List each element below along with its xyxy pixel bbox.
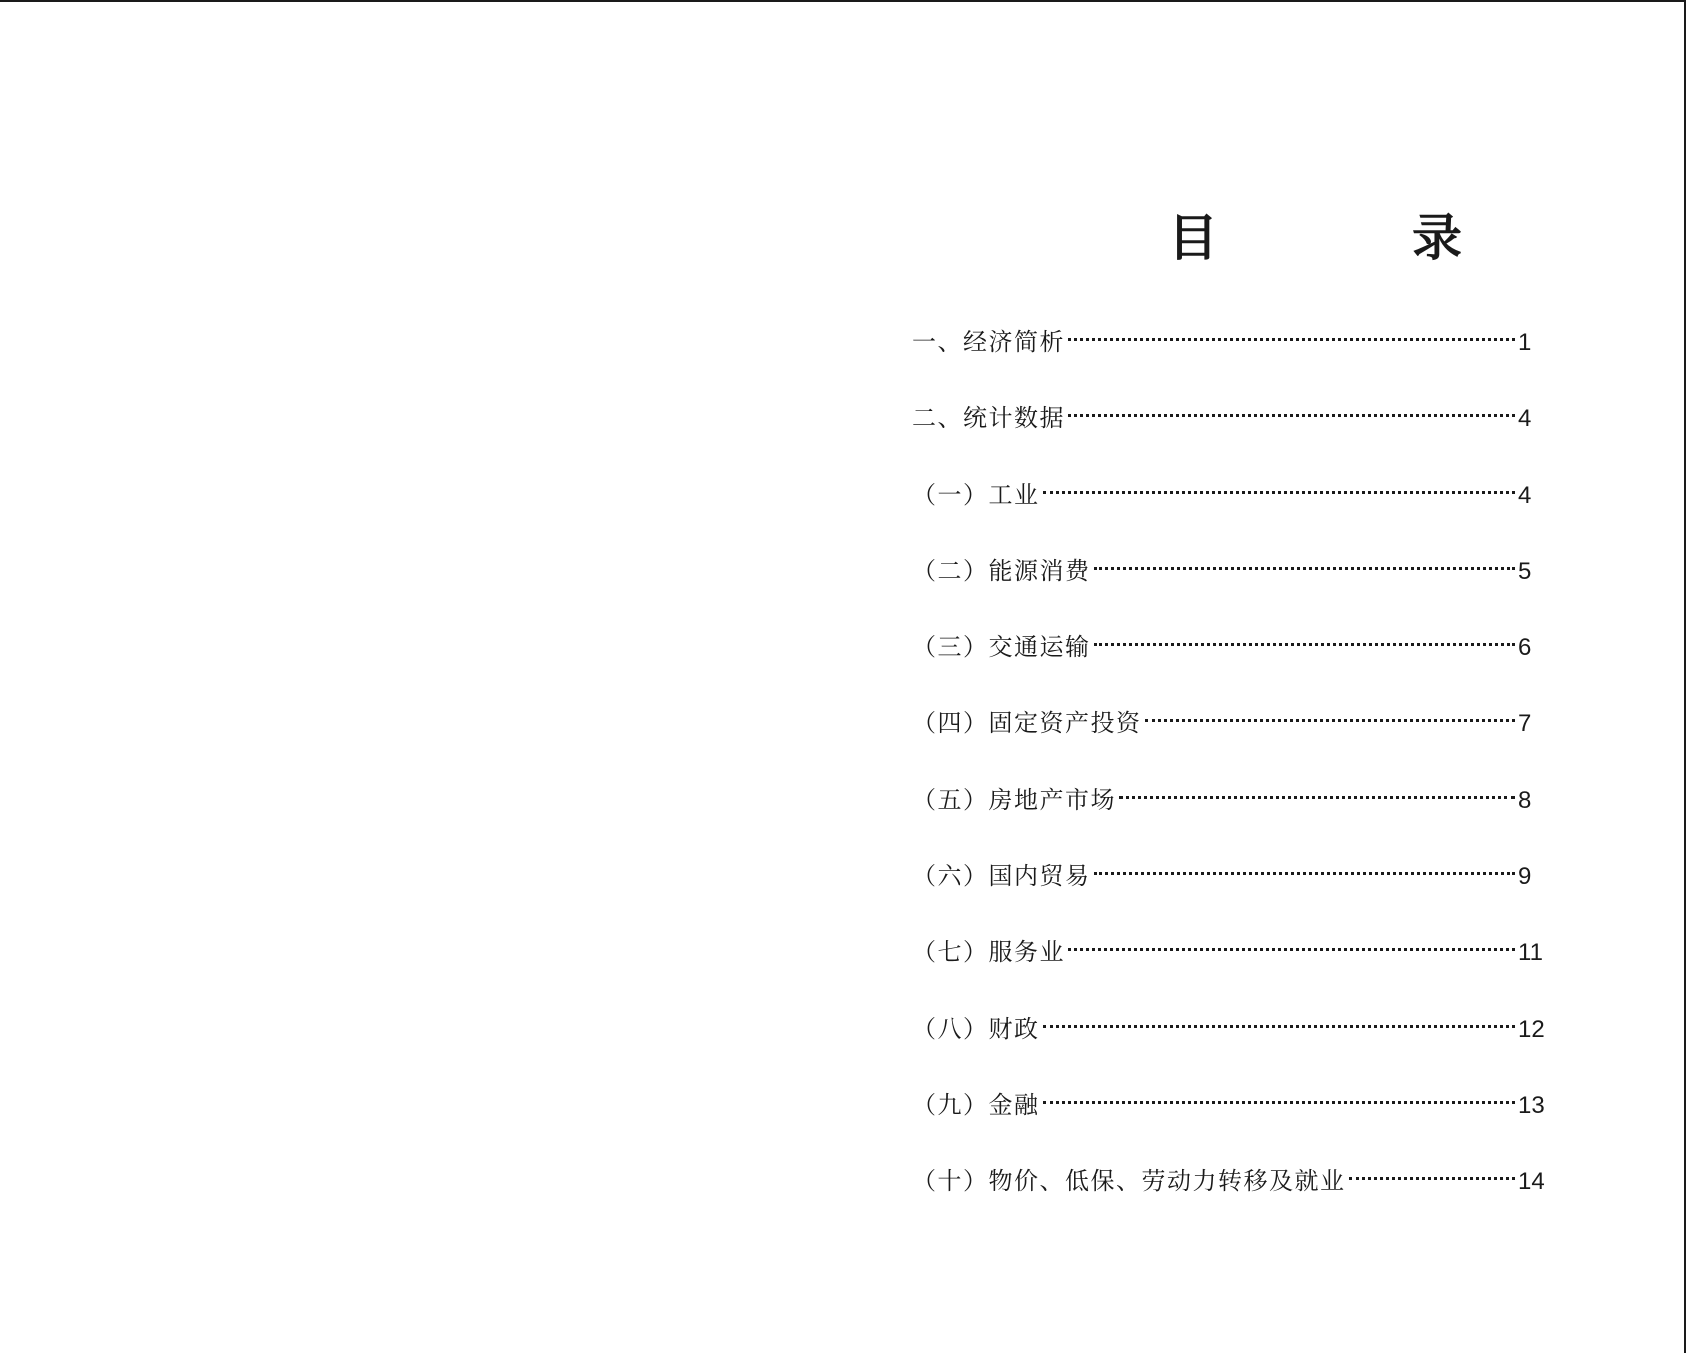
toc-dot-leader [1043, 491, 1516, 494]
toc-entry-page-number: 4 [1518, 481, 1532, 509]
toc-entry-page-number: 5 [1518, 557, 1532, 585]
toc-entry-page-number: 1 [1518, 329, 1532, 356]
toc-dot-leader [1145, 719, 1516, 722]
toc-entry-label: （七）服务业 [912, 938, 1065, 967]
table-of-contents-page [912, 0, 1572, 1353]
toc-entry-page-number: 11 [1518, 939, 1543, 967]
toc-dot-leader [1094, 643, 1516, 646]
toc-entry-page-number: 12 [1518, 1015, 1545, 1043]
toc-dot-leader [1119, 796, 1515, 799]
toc-entry-industry[interactable] [912, 475, 1552, 551]
toc-dot-leader [1068, 338, 1515, 341]
toc-entry-label: （五）房地产市场 [912, 785, 1116, 814]
toc-entry-label: （十）物价、低保、劳动力转移及就业 [912, 1167, 1346, 1196]
toc-entry-page-number: 13 [1518, 1091, 1545, 1119]
toc-dot-leader [1094, 872, 1516, 875]
toc-entry-real-estate-market[interactable] [912, 780, 1552, 856]
toc-dot-leader [1043, 1101, 1516, 1104]
toc-entry-service-industry[interactable] [912, 932, 1552, 1008]
toc-entry-label: （九）金融 [912, 1090, 1040, 1119]
toc-entry-page-number: 9 [1518, 863, 1532, 891]
toc-entry-label: 二、统计数据 [912, 404, 1065, 433]
toc-entry-fixed-asset-investment[interactable] [912, 703, 1552, 779]
toc-entry-label: （二）能源消费 [912, 556, 1091, 585]
toc-entry-label: （八）财政 [912, 1014, 1040, 1043]
toc-entry-economic-analysis[interactable] [912, 322, 1552, 398]
toc-entry-page-number: 6 [1518, 634, 1532, 662]
toc-entry-transportation[interactable] [912, 627, 1552, 703]
toc-entry-label: （六）国内贸易 [912, 862, 1091, 891]
toc-title: 目 录 [1168, 209, 1534, 267]
toc-entry-page-number: 14 [1518, 1168, 1545, 1196]
toc-entry-label: （三）交通运输 [912, 633, 1091, 662]
toc-entry-prices-employment[interactable] [912, 1161, 1552, 1237]
toc-dot-leader [1068, 948, 1515, 951]
toc-entry-domestic-trade[interactable] [912, 856, 1552, 932]
toc-entry-finance-fiscal[interactable] [912, 1009, 1552, 1085]
toc-entry-page-number: 7 [1518, 710, 1532, 738]
toc-entry-page-number: 4 [1518, 405, 1532, 433]
toc-entry-statistical-data[interactable] [912, 398, 1552, 474]
toc-entry-label: （一）工业 [912, 480, 1040, 509]
toc-entry-label: 一、经济简析 [912, 328, 1065, 356]
toc-dot-leader [1043, 1025, 1516, 1028]
toc-dot-leader [1349, 1177, 1516, 1180]
toc-dot-leader [1094, 567, 1516, 570]
toc-entry-label: （四）固定资产投资 [912, 709, 1142, 738]
toc-entry-banking[interactable] [912, 1085, 1552, 1161]
toc-list [912, 322, 1552, 1238]
toc-entry-energy-consumption[interactable] [912, 551, 1552, 627]
toc-dot-leader [1068, 414, 1515, 417]
toc-entry-page-number: 8 [1518, 786, 1532, 814]
